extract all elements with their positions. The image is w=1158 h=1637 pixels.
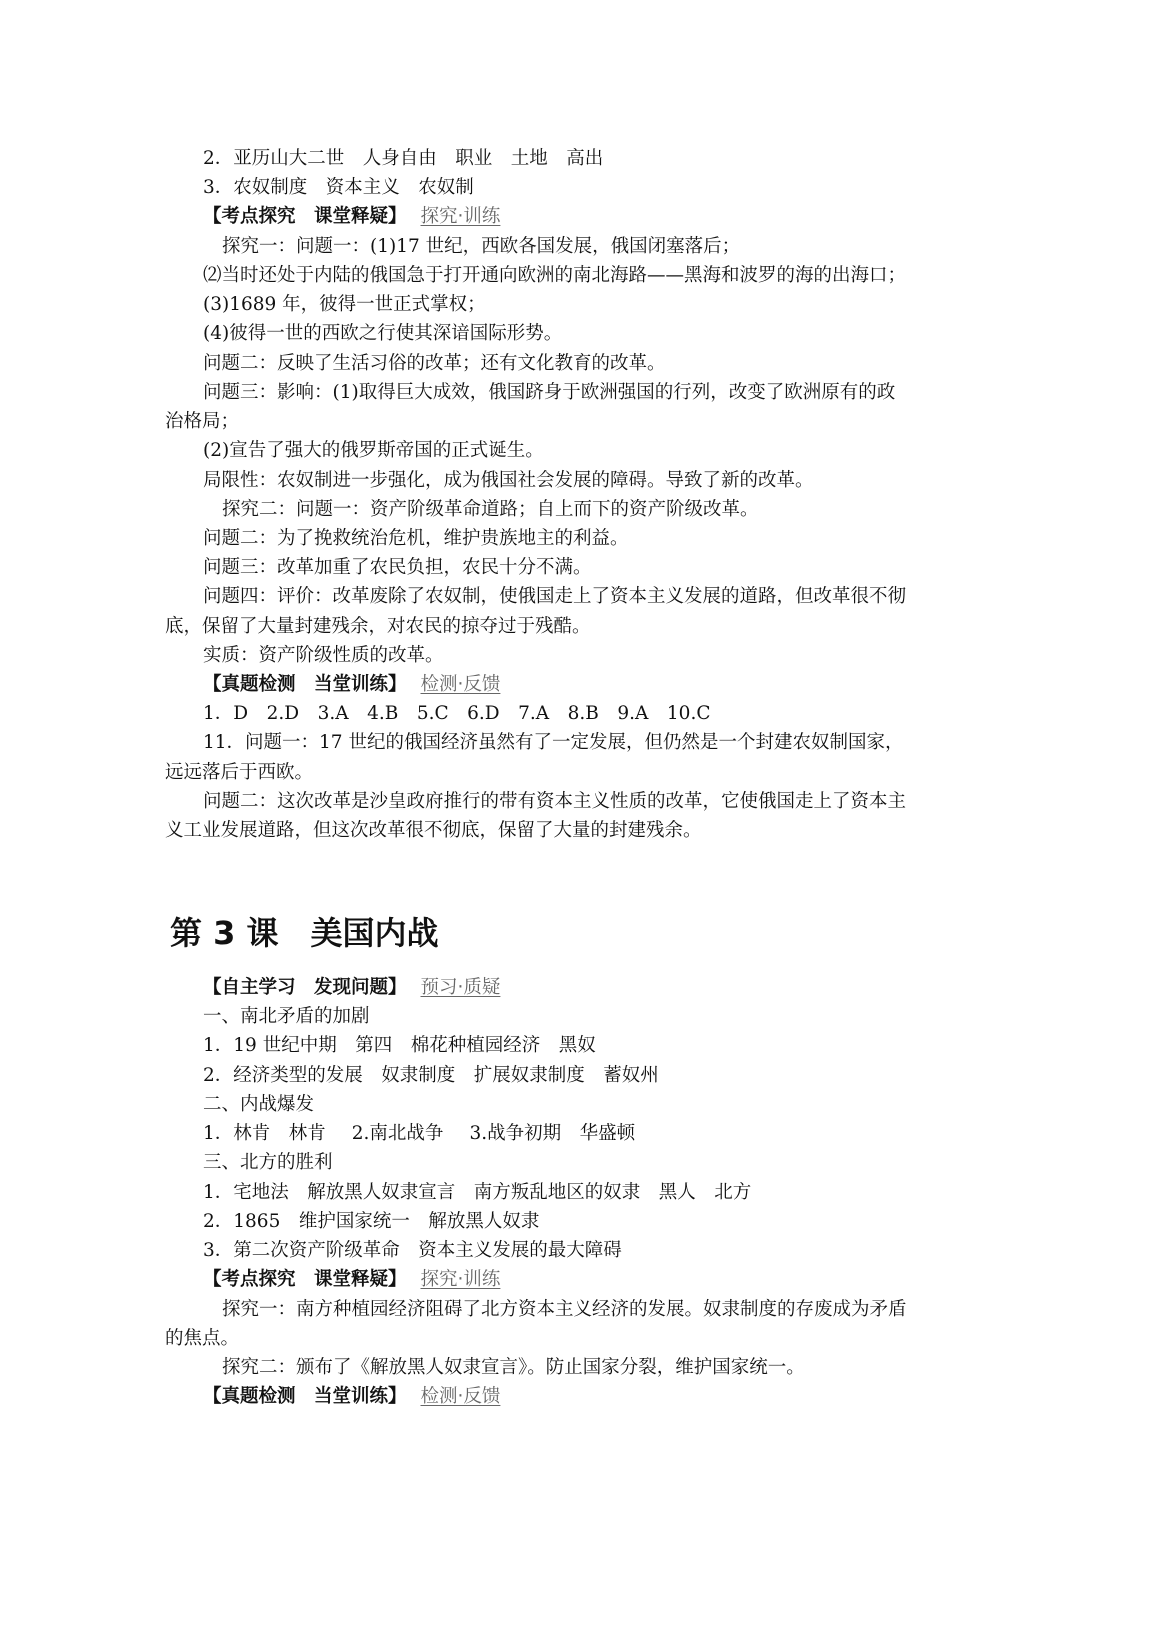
section-tag: 检测·反馈 (420, 1386, 501, 1407)
paragraph (203, 1122, 635, 1146)
subheading: 二、内战爆发 (203, 1094, 315, 1115)
section-tag: 探究·训练 (420, 206, 501, 227)
paragraph: 2．1865 维护国家统一 解放黑人奴隶 (203, 1211, 540, 1232)
paragraph: 探究二：问题一：资产阶级革命道路；自上而下的资产阶级改革。 (222, 499, 759, 520)
answer-part: 2.南北战争 (351, 1123, 444, 1144)
paragraph: 问题二：这次改革是沙皇政府推行的带有资本主义性质的改革，它使俄国走上了资本主 (203, 791, 907, 812)
answer-part: 3.战争初期 华盛顿 (469, 1123, 636, 1144)
answer-line-3: 3．农奴制度 资本主义 农奴制 (203, 177, 474, 198)
paragraph: (2)宣告了强大的俄罗斯帝国的正式诞生。 (203, 440, 544, 461)
paragraph: 探究一：问题一：(1)17 世纪，西欧各国发展，俄国闭塞落后； (222, 236, 741, 257)
answer-key: 1．D 2.D 3.A 4.B 5.C 6.D 7.A 8.B 9.A 10.C (203, 703, 711, 724)
subheading: 一、南北矛盾的加剧 (203, 1006, 370, 1027)
paragraph: 问题二：反映了生活习俗的改革；还有文化教育的改革。 (203, 353, 666, 374)
section-label: 【真题检测 当堂训练】 (203, 674, 407, 695)
paragraph: 问题四：评价：改革废除了农奴制，使俄国走上了资本主义发展的道路，但改革很不彻 (203, 586, 907, 607)
paragraph: 探究一：南方种植园经济阻碍了北方资本主义经济的发展。奴隶制度的存废成为矛盾 (222, 1299, 907, 1320)
paragraph: 治格局； (165, 411, 240, 432)
paragraph: 2．经济类型的发展 奴隶制度 扩展奴隶制度 蓄奴州 (203, 1065, 659, 1086)
paragraph: 远远落后于西欧。 (165, 762, 314, 783)
paragraph: 实质：资产阶级性质的改革。 (203, 645, 444, 666)
section-label: 【考点探究 课堂释疑】 (203, 1269, 407, 1290)
lesson-title: 第 3 课 美国内战 (170, 914, 439, 952)
paragraph: 11．问题一：17 世纪的俄国经济虽然有了一定发展，但仍然是一个封建农奴制国家， (203, 732, 904, 753)
section-label: 【考点探究 课堂释疑】 (203, 206, 407, 227)
paragraph: 1．宅地法 解放黑人奴隶宣言 南方叛乱地区的奴隶 黑人 北方 (203, 1182, 752, 1203)
paragraph: 问题三：改革加重了农民负担，农民十分不满。 (203, 557, 592, 578)
section-heading-zhenti (203, 1385, 500, 1409)
paragraph: 的焦点。 (165, 1328, 240, 1349)
section-label: 【真题检测 当堂训练】 (203, 1386, 407, 1407)
paragraph: 问题三：影响：(1)取得巨大成效，俄国跻身于欧洲强国的行列，改变了欧洲原有的政 (203, 382, 896, 403)
section-heading-zhenti (203, 673, 500, 697)
paragraph: 探究二：颁布了《解放黑人奴隶宣言》。防止国家分裂，维护国家统一。 (222, 1357, 805, 1378)
paragraph: 义工业发展道路，但这次改革很不彻底，保留了大量的封建残余。 (165, 820, 702, 841)
section-heading-kaodian (203, 205, 500, 229)
answer-part: 1．林肯 林肯 (203, 1123, 326, 1144)
subheading: 三、北方的胜利 (203, 1152, 333, 1173)
answer-line-2: 2．亚历山大二世 人身自由 职业 土地 高出 (203, 148, 604, 169)
paragraph: (4)彼得一世的西欧之行使其深谙国际形势。 (203, 323, 563, 344)
paragraph: 1．19 世纪中期 第四 棉花种植园经济 黑奴 (203, 1035, 596, 1056)
section-heading-kaodian (203, 1268, 500, 1292)
paragraph: 3．第二次资产阶级革命 资本主义发展的最大障碍 (203, 1240, 622, 1261)
section-tag: 检测·反馈 (420, 674, 501, 695)
paragraph: 局限性：农奴制进一步强化，成为俄国社会发展的障碍。导致了新的改革。 (203, 470, 814, 491)
section-label: 【自主学习 发现问题】 (203, 977, 407, 998)
paragraph: 底，保留了大量封建残余，对农民的掠夺过于残酷。 (165, 616, 591, 637)
paragraph: (3)1689 年，彼得一世正式掌权； (203, 294, 486, 315)
section-heading-zizhu (203, 976, 500, 1000)
section-tag: 预习·质疑 (420, 977, 501, 998)
section-tag: 探究·训练 (420, 1269, 501, 1290)
paragraph: ⑵当时还处于内陆的俄国急于打开通向欧洲的南北海路——黑海和波罗的海的出海口； (203, 265, 907, 286)
paragraph: 问题二：为了挽救统治危机，维护贵族地主的利益。 (203, 528, 629, 549)
